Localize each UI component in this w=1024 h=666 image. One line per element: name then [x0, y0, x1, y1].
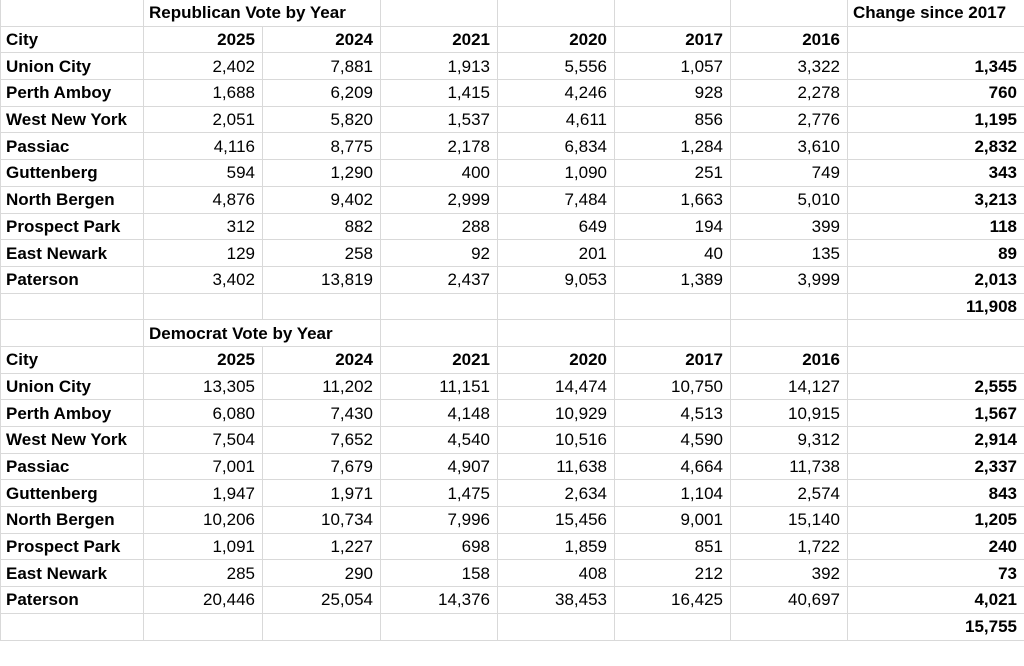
- vote-count-cell[interactable]: 7,504: [144, 427, 263, 454]
- change-value-cell[interactable]: 2,914: [848, 427, 1024, 454]
- change-value-cell[interactable]: 1,205: [848, 507, 1024, 534]
- city-name-cell[interactable]: North Bergen: [1, 507, 144, 534]
- vote-count-cell[interactable]: 7,001: [144, 453, 263, 480]
- vote-count-cell[interactable]: 312: [144, 213, 263, 240]
- empty-cell[interactable]: [498, 320, 615, 347]
- vote-count-cell[interactable]: 6,080: [144, 400, 263, 427]
- city-data-row: [1, 453, 1024, 480]
- vote-count-cell[interactable]: 38,453: [498, 587, 615, 614]
- city-data-row: [1, 400, 1024, 427]
- vote-count-cell[interactable]: 4,876: [144, 186, 263, 213]
- empty-cell[interactable]: [848, 26, 1024, 53]
- change-value-cell[interactable]: 1,195: [848, 106, 1024, 133]
- city-name-cell[interactable]: North Bergen: [1, 186, 144, 213]
- change-value-cell[interactable]: 843: [848, 480, 1024, 507]
- vote-count-cell[interactable]: 2,634: [498, 480, 615, 507]
- change-value-cell[interactable]: 1,567: [848, 400, 1024, 427]
- vote-count-cell[interactable]: 399: [731, 213, 848, 240]
- vote-count-cell[interactable]: 10,516: [498, 427, 615, 454]
- city-data-row: [1, 106, 1024, 133]
- vote-count-cell[interactable]: 4,540: [381, 427, 498, 454]
- empty-cell[interactable]: [144, 613, 263, 640]
- total-change-cell[interactable]: 15,755: [848, 613, 1024, 640]
- vote-count-cell[interactable]: 285: [144, 560, 263, 587]
- vote-count-cell[interactable]: 882: [263, 213, 381, 240]
- total-change-cell[interactable]: 11,908: [848, 293, 1024, 320]
- city-name-cell[interactable]: Prospect Park: [1, 213, 144, 240]
- year-header-cell[interactable]: 2016: [731, 26, 848, 53]
- vote-count-cell[interactable]: 1,913: [381, 53, 498, 80]
- empty-cell[interactable]: [731, 293, 848, 320]
- vote-count-cell[interactable]: 15,140: [731, 507, 848, 534]
- vote-count-cell[interactable]: 4,148: [381, 400, 498, 427]
- vote-count-cell[interactable]: 1,722: [731, 533, 848, 560]
- change-value-cell[interactable]: 2,555: [848, 373, 1024, 400]
- vote-count-cell[interactable]: 7,881: [263, 53, 381, 80]
- vote-count-cell[interactable]: 2,999: [381, 186, 498, 213]
- vote-count-cell[interactable]: 1,227: [263, 533, 381, 560]
- change-value-cell[interactable]: 2,013: [848, 266, 1024, 293]
- vote-count-cell[interactable]: 40,697: [731, 587, 848, 614]
- empty-cell[interactable]: [263, 613, 381, 640]
- year-header-cell[interactable]: 2020: [498, 346, 615, 373]
- vote-count-cell[interactable]: 7,652: [263, 427, 381, 454]
- vote-count-cell[interactable]: 15,456: [498, 507, 615, 534]
- vote-count-cell[interactable]: 2,402: [144, 53, 263, 80]
- city-data-row: [1, 160, 1024, 187]
- empty-cell[interactable]: [1, 613, 144, 640]
- vote-count-cell[interactable]: 13,819: [263, 266, 381, 293]
- vote-count-cell[interactable]: 5,556: [498, 53, 615, 80]
- vote-count-cell[interactable]: 3,610: [731, 133, 848, 160]
- vote-count-cell[interactable]: 11,151: [381, 373, 498, 400]
- section-title-row: [1, 0, 1024, 26]
- empty-cell[interactable]: [381, 0, 498, 26]
- empty-cell[interactable]: [615, 613, 731, 640]
- vote-count-cell[interactable]: 4,116: [144, 133, 263, 160]
- city-data-row: [1, 53, 1024, 80]
- empty-cell[interactable]: [263, 293, 381, 320]
- vote-count-cell[interactable]: 3,999: [731, 266, 848, 293]
- vote-count-cell[interactable]: 7,679: [263, 453, 381, 480]
- city-name-cell[interactable]: Perth Amboy: [1, 80, 144, 107]
- vote-count-cell[interactable]: 1,290: [263, 160, 381, 187]
- vote-count-cell[interactable]: 92: [381, 240, 498, 267]
- vote-count-cell[interactable]: 928: [615, 80, 731, 107]
- vote-count-cell[interactable]: 4,590: [615, 427, 731, 454]
- year-header-cell[interactable]: 2016: [731, 346, 848, 373]
- vote-count-cell[interactable]: 201: [498, 240, 615, 267]
- vote-count-cell[interactable]: 2,776: [731, 106, 848, 133]
- vote-count-cell[interactable]: 40: [615, 240, 731, 267]
- empty-cell[interactable]: [848, 320, 1024, 347]
- vote-count-cell[interactable]: 1,090: [498, 160, 615, 187]
- city-name-cell[interactable]: Paterson: [1, 266, 144, 293]
- city-data-row: [1, 533, 1024, 560]
- vote-count-cell[interactable]: 2,178: [381, 133, 498, 160]
- change-value-cell[interactable]: 4,021: [848, 587, 1024, 614]
- vote-count-cell[interactable]: 1,971: [263, 480, 381, 507]
- change-value-cell[interactable]: 343: [848, 160, 1024, 187]
- empty-cell[interactable]: [498, 613, 615, 640]
- vote-count-cell[interactable]: 1,091: [144, 533, 263, 560]
- vote-count-cell[interactable]: 1,688: [144, 80, 263, 107]
- vote-count-cell[interactable]: 408: [498, 560, 615, 587]
- vote-count-cell[interactable]: 3,322: [731, 53, 848, 80]
- vote-count-cell[interactable]: 9,053: [498, 266, 615, 293]
- vote-count-cell[interactable]: 13,305: [144, 373, 263, 400]
- vote-count-cell[interactable]: 9,402: [263, 186, 381, 213]
- vote-count-cell[interactable]: 9,312: [731, 427, 848, 454]
- vote-count-cell[interactable]: 649: [498, 213, 615, 240]
- vote-count-cell[interactable]: 2,278: [731, 80, 848, 107]
- vote-count-cell[interactable]: 10,734: [263, 507, 381, 534]
- empty-cell[interactable]: [615, 293, 731, 320]
- city-name-cell[interactable]: West New York: [1, 106, 144, 133]
- year-header-cell[interactable]: 2025: [144, 26, 263, 53]
- city-data-row: [1, 373, 1024, 400]
- vote-count-cell[interactable]: 10,206: [144, 507, 263, 534]
- vote-count-cell[interactable]: 1,104: [615, 480, 731, 507]
- vote-count-cell[interactable]: 10,929: [498, 400, 615, 427]
- empty-cell[interactable]: [731, 320, 848, 347]
- vote-count-cell[interactable]: 14,127: [731, 373, 848, 400]
- vote-count-cell[interactable]: 16,425: [615, 587, 731, 614]
- empty-cell[interactable]: [1, 320, 144, 347]
- vote-count-cell[interactable]: 1,663: [615, 186, 731, 213]
- vote-count-cell[interactable]: 1,947: [144, 480, 263, 507]
- empty-cell[interactable]: [848, 346, 1024, 373]
- year-header-cell[interactable]: 2024: [263, 346, 381, 373]
- city-data-row: [1, 80, 1024, 107]
- empty-cell[interactable]: [1, 293, 144, 320]
- city-name-cell[interactable]: Union City: [1, 373, 144, 400]
- change-header-cell[interactable]: Change since 2017: [848, 0, 1024, 26]
- empty-cell[interactable]: [1, 0, 144, 26]
- vote-count-cell[interactable]: 1,284: [615, 133, 731, 160]
- vote-count-cell[interactable]: 14,474: [498, 373, 615, 400]
- vote-count-cell[interactable]: 25,054: [263, 587, 381, 614]
- vote-count-cell[interactable]: 4,513: [615, 400, 731, 427]
- empty-cell[interactable]: [615, 0, 731, 26]
- vote-count-cell[interactable]: 4,246: [498, 80, 615, 107]
- vote-count-cell[interactable]: 288: [381, 213, 498, 240]
- vote-count-cell[interactable]: 6,209: [263, 80, 381, 107]
- city-name-cell[interactable]: Union City: [1, 53, 144, 80]
- empty-cell[interactable]: [731, 0, 848, 26]
- vote-count-cell[interactable]: 3,402: [144, 266, 263, 293]
- vote-count-cell[interactable]: 1,389: [615, 266, 731, 293]
- year-header-row: [1, 26, 1024, 53]
- change-value-cell[interactable]: 2,337: [848, 453, 1024, 480]
- city-name-cell[interactable]: East Newark: [1, 560, 144, 587]
- city-name-cell[interactable]: Prospect Park: [1, 533, 144, 560]
- sheet-body: [1, 0, 1024, 640]
- city-data-row: [1, 427, 1024, 454]
- city-name-cell[interactable]: Guttenberg: [1, 160, 144, 187]
- vote-count-cell[interactable]: 1,057: [615, 53, 731, 80]
- city-data-row: [1, 133, 1024, 160]
- year-header-cell[interactable]: 2025: [144, 346, 263, 373]
- city-data-row: [1, 266, 1024, 293]
- city-header-cell[interactable]: City: [1, 346, 144, 373]
- vote-count-cell[interactable]: 2,437: [381, 266, 498, 293]
- change-value-cell[interactable]: 760: [848, 80, 1024, 107]
- year-header-cell[interactable]: 2017: [615, 26, 731, 53]
- vote-count-cell[interactable]: 7,484: [498, 186, 615, 213]
- vote-count-cell[interactable]: 7,996: [381, 507, 498, 534]
- vote-count-cell[interactable]: 2,051: [144, 106, 263, 133]
- vote-count-cell[interactable]: 10,915: [731, 400, 848, 427]
- vote-count-cell[interactable]: 129: [144, 240, 263, 267]
- vote-count-cell[interactable]: 5,010: [731, 186, 848, 213]
- empty-cell[interactable]: [381, 293, 498, 320]
- city-name-cell[interactable]: West New York: [1, 427, 144, 454]
- city-name-cell[interactable]: Guttenberg: [1, 480, 144, 507]
- city-data-row: [1, 587, 1024, 614]
- year-header-cell[interactable]: 2024: [263, 26, 381, 53]
- city-name-cell[interactable]: Passiac: [1, 453, 144, 480]
- vote-count-cell[interactable]: 8,775: [263, 133, 381, 160]
- empty-cell[interactable]: [615, 320, 731, 347]
- vote-count-cell[interactable]: 6,834: [498, 133, 615, 160]
- vote-count-cell[interactable]: 1,415: [381, 80, 498, 107]
- empty-cell[interactable]: [381, 320, 498, 347]
- year-header-cell[interactable]: 2021: [381, 346, 498, 373]
- city-data-row: [1, 480, 1024, 507]
- vote-count-cell[interactable]: 11,638: [498, 453, 615, 480]
- vote-count-cell[interactable]: 290: [263, 560, 381, 587]
- section-total-row: [1, 293, 1024, 320]
- empty-cell[interactable]: [498, 0, 615, 26]
- city-data-row: [1, 186, 1024, 213]
- city-data-row: [1, 560, 1024, 587]
- year-header-cell[interactable]: 2020: [498, 26, 615, 53]
- empty-cell[interactable]: [144, 293, 263, 320]
- vote-count-cell[interactable]: 851: [615, 533, 731, 560]
- vote-count-cell[interactable]: 9,001: [615, 507, 731, 534]
- vote-count-cell[interactable]: 856: [615, 106, 731, 133]
- vote-count-cell[interactable]: 258: [263, 240, 381, 267]
- vote-count-cell[interactable]: 594: [144, 160, 263, 187]
- empty-cell[interactable]: [381, 613, 498, 640]
- city-name-cell[interactable]: Passiac: [1, 133, 144, 160]
- vote-count-cell[interactable]: 392: [731, 560, 848, 587]
- year-header-row: [1, 346, 1024, 373]
- vote-count-cell[interactable]: 2,574: [731, 480, 848, 507]
- vote-count-cell[interactable]: 20,446: [144, 587, 263, 614]
- city-data-row: [1, 507, 1024, 534]
- change-value-cell[interactable]: 2,832: [848, 133, 1024, 160]
- vote-count-cell[interactable]: 14,376: [381, 587, 498, 614]
- change-value-cell[interactable]: 1,345: [848, 53, 1024, 80]
- change-value-cell[interactable]: 3,213: [848, 186, 1024, 213]
- change-value-cell[interactable]: 89: [848, 240, 1024, 267]
- city-name-cell[interactable]: East Newark: [1, 240, 144, 267]
- vote-count-cell[interactable]: 11,202: [263, 373, 381, 400]
- change-value-cell[interactable]: 118: [848, 213, 1024, 240]
- change-value-cell[interactable]: 240: [848, 533, 1024, 560]
- vote-count-cell[interactable]: 4,907: [381, 453, 498, 480]
- vote-count-cell[interactable]: 11,738: [731, 453, 848, 480]
- city-header-cell[interactable]: City: [1, 26, 144, 53]
- vote-count-cell[interactable]: 7,430: [263, 400, 381, 427]
- vote-count-cell[interactable]: 400: [381, 160, 498, 187]
- vote-count-cell[interactable]: 251: [615, 160, 731, 187]
- city-data-row: [1, 213, 1024, 240]
- section-total-row: [1, 613, 1024, 640]
- city-name-cell[interactable]: Perth Amboy: [1, 400, 144, 427]
- vote-count-cell[interactable]: 749: [731, 160, 848, 187]
- vote-count-cell[interactable]: 698: [381, 533, 498, 560]
- vote-count-cell[interactable]: 4,611: [498, 106, 615, 133]
- vote-count-cell[interactable]: 158: [381, 560, 498, 587]
- vote-count-cell[interactable]: 1,537: [381, 106, 498, 133]
- vote-count-cell[interactable]: 4,664: [615, 453, 731, 480]
- vote-count-cell[interactable]: 212: [615, 560, 731, 587]
- year-header-cell[interactable]: 2021: [381, 26, 498, 53]
- section-title-row: [1, 320, 1024, 347]
- section-title-cell[interactable]: Democrat Vote by Year: [144, 320, 381, 347]
- year-header-cell[interactable]: 2017: [615, 346, 731, 373]
- city-data-row: [1, 240, 1024, 267]
- vote-count-cell[interactable]: 194: [615, 213, 731, 240]
- vote-count-cell[interactable]: 5,820: [263, 106, 381, 133]
- change-value-cell[interactable]: 73: [848, 560, 1024, 587]
- vote-count-cell[interactable]: 135: [731, 240, 848, 267]
- vote-count-cell[interactable]: 10,750: [615, 373, 731, 400]
- vote-count-cell[interactable]: 1,475: [381, 480, 498, 507]
- empty-cell[interactable]: [731, 613, 848, 640]
- vote-count-cell[interactable]: 1,859: [498, 533, 615, 560]
- section-title-cell[interactable]: Republican Vote by Year: [144, 0, 381, 26]
- empty-cell[interactable]: [498, 293, 615, 320]
- city-name-cell[interactable]: Paterson: [1, 587, 144, 614]
